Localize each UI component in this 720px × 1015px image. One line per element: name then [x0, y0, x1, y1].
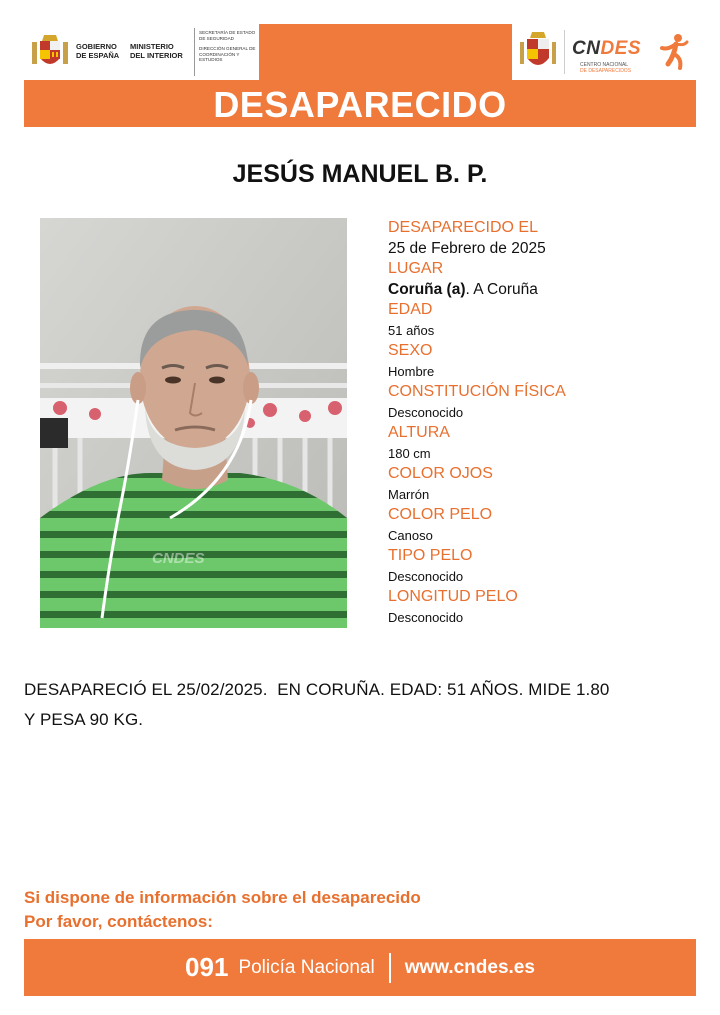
person-photo [40, 218, 347, 628]
contact-prompt [24, 886, 421, 934]
sex-value: Hombre [388, 363, 435, 379]
height-value: 180 cm [388, 445, 431, 461]
place-value [388, 280, 688, 301]
person-name: JESÚS MANUEL B. P. [232, 160, 488, 188]
hair-type-value: Desconocido [388, 568, 464, 584]
missing-since-value: 25 de Febrero de 2025 [388, 239, 546, 257]
cndes-divider [564, 30, 565, 74]
hair-type-label: TIPO PELO [388, 547, 473, 564]
hair-length-label: LONGITUD PELO [388, 588, 518, 605]
header-divider [194, 28, 195, 76]
sex-label: SEXO [388, 342, 433, 359]
cndes-subtitle: CENTRO NACIONAL DE DESAPARECIDOS [580, 62, 632, 74]
build-value: Desconocido [388, 404, 464, 420]
eye-color-value: Marrón [388, 486, 430, 502]
contact-line-2: Por favor, contáctenos: [24, 912, 213, 931]
age-label: EDAD [388, 301, 433, 318]
website-link[interactable]: www.cndes.es [404, 956, 535, 978]
case-summary [24, 675, 700, 735]
missing-since-label: DESAPARECIDO EL [388, 219, 538, 236]
summary-line-1: DESAPARECIÓ EL 25/02/2025. EN CORUÑA. EDAD: 51 AÑOS. MIDE 1.80 [24, 680, 610, 699]
details-panel [388, 218, 688, 628]
footer-divider [389, 953, 391, 983]
summary-line-2: Y PESA 90 KG. [24, 710, 144, 729]
age-value: 51 años [388, 322, 435, 338]
government-label: GOBIERNO DE ESPAÑA [76, 42, 120, 60]
police-organization: Policía Nacional [238, 956, 375, 978]
place-label: LUGAR [388, 260, 444, 277]
photo-watermark: CNDES [152, 550, 205, 567]
photo-illustration [40, 218, 347, 628]
police-phone-number[interactable]: 091 [185, 952, 229, 982]
cndes-coat-of-arms-icon [518, 30, 558, 74]
hair-color-label: COLOR PELO [388, 506, 493, 523]
build-label: CONSTITUCIÓN FÍSICA [388, 383, 566, 400]
place-city: Coruña (a) [388, 280, 466, 298]
secretariat-label: SECRETARÍA DE ESTADO DE SEGURIDAD DIRECCIÓN GENERAL DE COORDINACIÓN Y ESTUDIOS [199, 30, 256, 63]
contact-footer [24, 939, 696, 996]
height-label: ALTURA [388, 424, 450, 441]
ministry-label: MINISTERIO DEL INTERIOR [130, 42, 183, 60]
spain-coat-of-arms-icon [32, 32, 68, 72]
cndes-logo: CNDES [572, 38, 642, 59]
place-province: . A Coruña [465, 280, 538, 298]
hair-color-value: Canoso [388, 527, 433, 543]
contact-line-1: Si dispone de información sobre el desaparecido [24, 888, 421, 907]
hair-length-value: Desconocido [388, 609, 464, 625]
runner-figure-icon [654, 32, 690, 72]
eye-color-label: COLOR OJOS [388, 465, 493, 482]
missing-banner-title: DESAPARECIDO [213, 84, 507, 125]
